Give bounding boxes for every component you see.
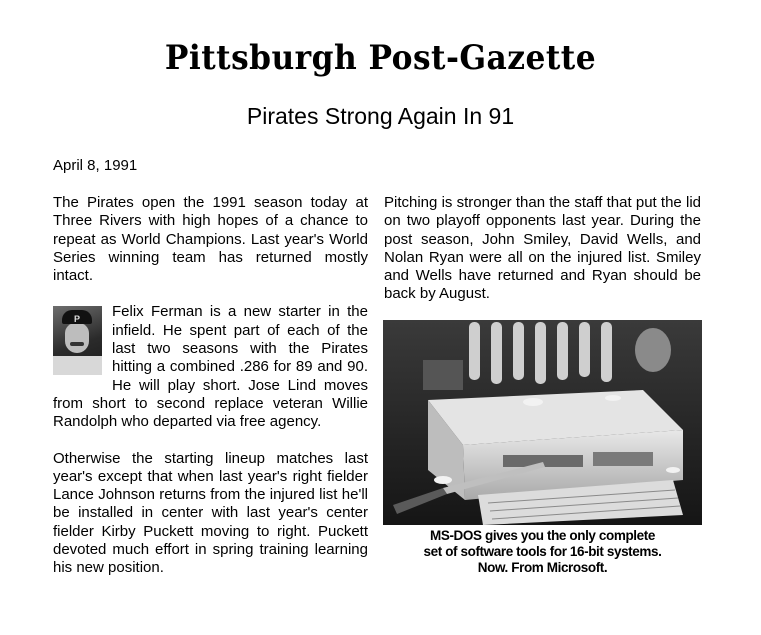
article-paragraph: Otherwise the starting lineup matches last year's except that when last year's right fielder Lance Johnson returns from the injured list he'll be installed in center with last year's center fielder Kirby Puckett moving to right. Puckett devoted much effort in spring training learning his new position. xyxy=(53,449,368,577)
ad-caption-line: Now. From Microsoft. xyxy=(477,560,608,575)
article-paragraph: The Pirates open the 1991 season today at Three Rivers with high hopes of a chance to repeat as World Champions. Last year's World Series winning team has returned mostly intact. xyxy=(53,194,368,285)
ad-caption-line: set of software tools for 16-bit systems. xyxy=(423,544,662,559)
article-headline: Pirates Strong Again In 91 xyxy=(246,103,515,129)
article-paragraph: Pitching is stronger than the staff that put the lid on two playoff opponents last year. During the post season, John Smiley, David Wells, and Nolan Ryan were all on the injured list. Smiley and Wells have returned and Ryan should be back by August. xyxy=(384,194,701,303)
article-left-column xyxy=(53,194,368,578)
newspaper-masthead: Pittsburgh Post-Gazette xyxy=(164,38,597,78)
carved-computer-workshop-icon xyxy=(383,320,702,525)
article-date: April 8, 1991 xyxy=(53,157,138,174)
advertisement-caption xyxy=(383,525,702,577)
player-portrait-icon: P xyxy=(53,306,102,375)
article-right-column xyxy=(384,194,701,304)
advertisement xyxy=(383,320,702,577)
ad-caption-line: MS-DOS gives you the only complete xyxy=(430,528,655,543)
article-paragraph: Felix Ferman is a new starter in the infield. He spent part of each of the last two seasons with the Pirates hitting a combined .286 for 89 and 90. He will play short. Jose Lind moves from short to second replace veteran Willie Randolph who departed via free agency. xyxy=(53,303,368,431)
